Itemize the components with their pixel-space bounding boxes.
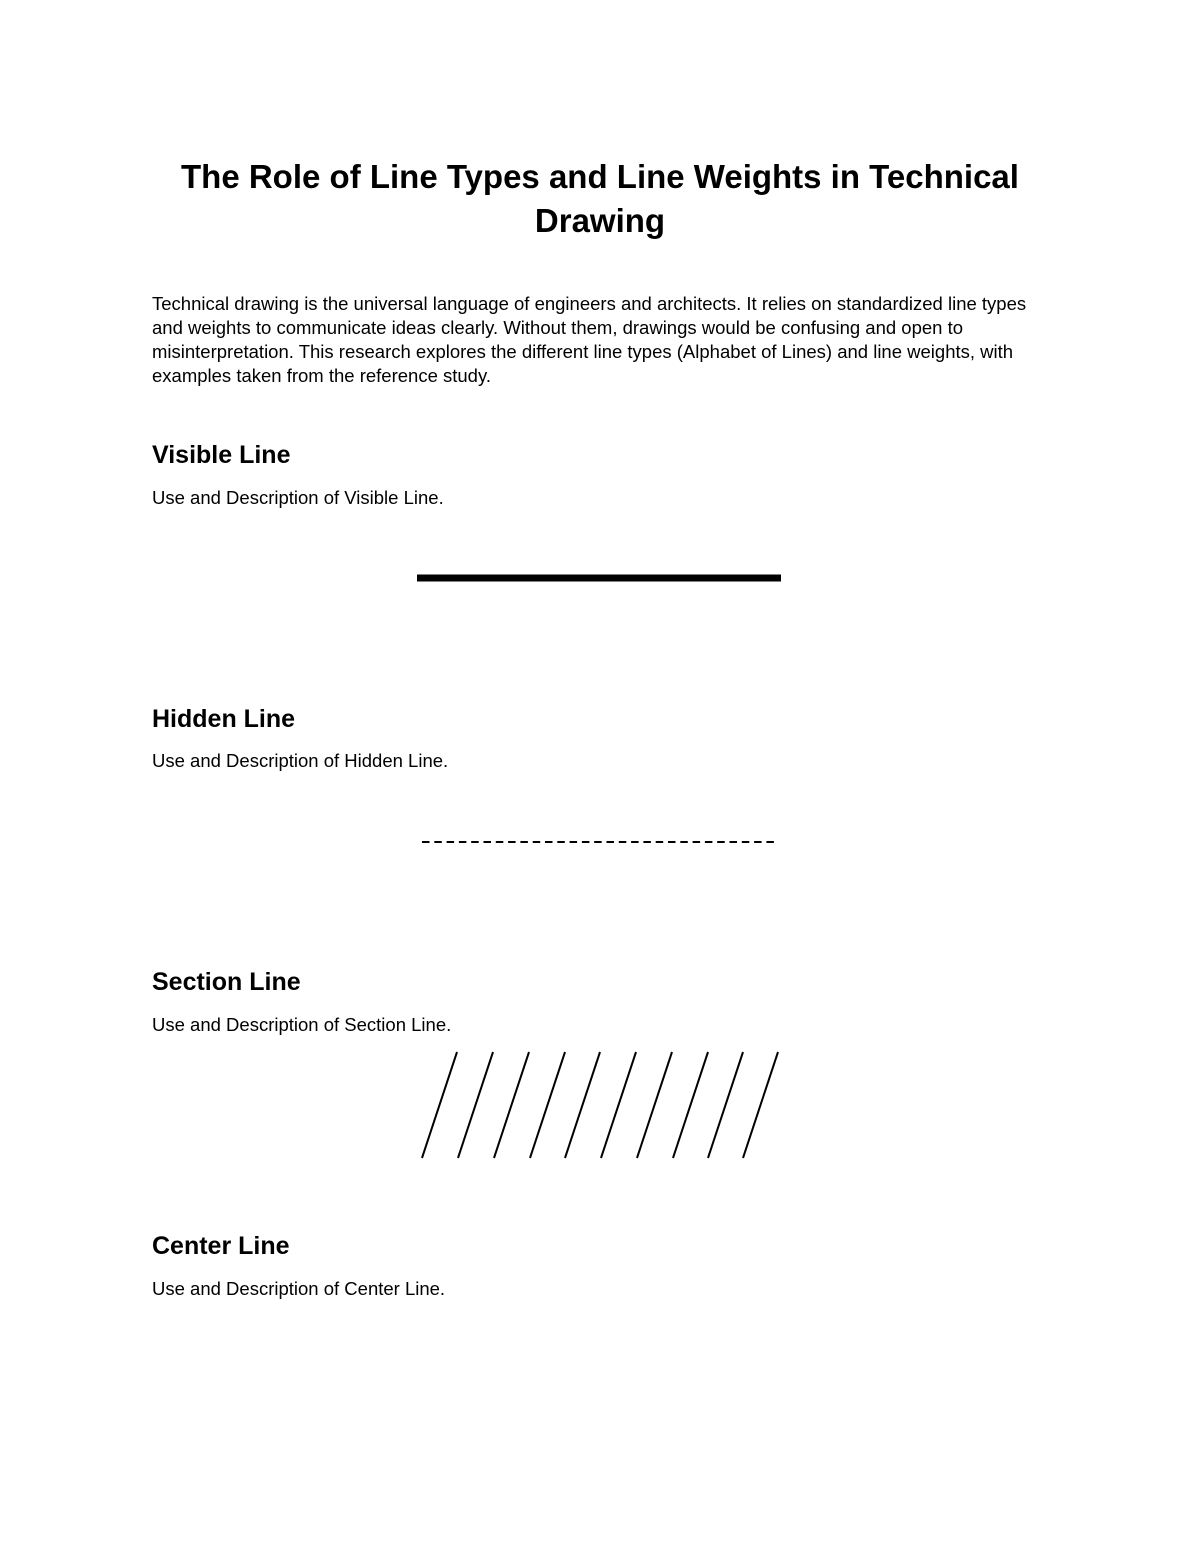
hatch-line [530, 1052, 565, 1158]
section-hatch-lines [422, 1052, 778, 1158]
hidden-line-sample [400, 800, 800, 930]
hatch-line [494, 1052, 529, 1158]
hatch-line [601, 1052, 636, 1158]
section-heading-visible-line: Visible Line [152, 441, 291, 469]
section-description-visible-line: Use and Description of Visible Line. [152, 487, 444, 508]
visible-line-sample [400, 540, 800, 670]
section-description-section-line: Use and Description of Section Line. [152, 1014, 452, 1035]
section-line-sample [400, 1040, 800, 1170]
hatch-line [743, 1052, 778, 1158]
section-heading-center-line: Center Line [152, 1232, 290, 1260]
hatch-line [458, 1052, 493, 1158]
hatch-line [565, 1052, 600, 1158]
section-heading-section-line: Section Line [152, 968, 301, 996]
hatch-line [708, 1052, 743, 1158]
section-description-hidden-line: Use and Description of Hidden Line. [152, 750, 449, 771]
hatch-line [673, 1052, 708, 1158]
document-title: The Role of Line Types and Line Weights in Technical Drawing [181, 158, 1019, 239]
section-heading-hidden-line: Hidden Line [152, 705, 296, 733]
hatch-line [422, 1052, 457, 1158]
intro-paragraph: Technical drawing is the universal language of engineers and architects. It relies on standardized line types and weights to communicate ideas clearly. Without them, drawings would be confusing and open to misinterpretation. This research explores the different line types (Alphabet of Lines) and line weights, with examples taken from the reference study. [152, 293, 1027, 386]
hatch-line [637, 1052, 672, 1158]
section-description-center-line: Use and Description of Center Line. [152, 1278, 446, 1299]
